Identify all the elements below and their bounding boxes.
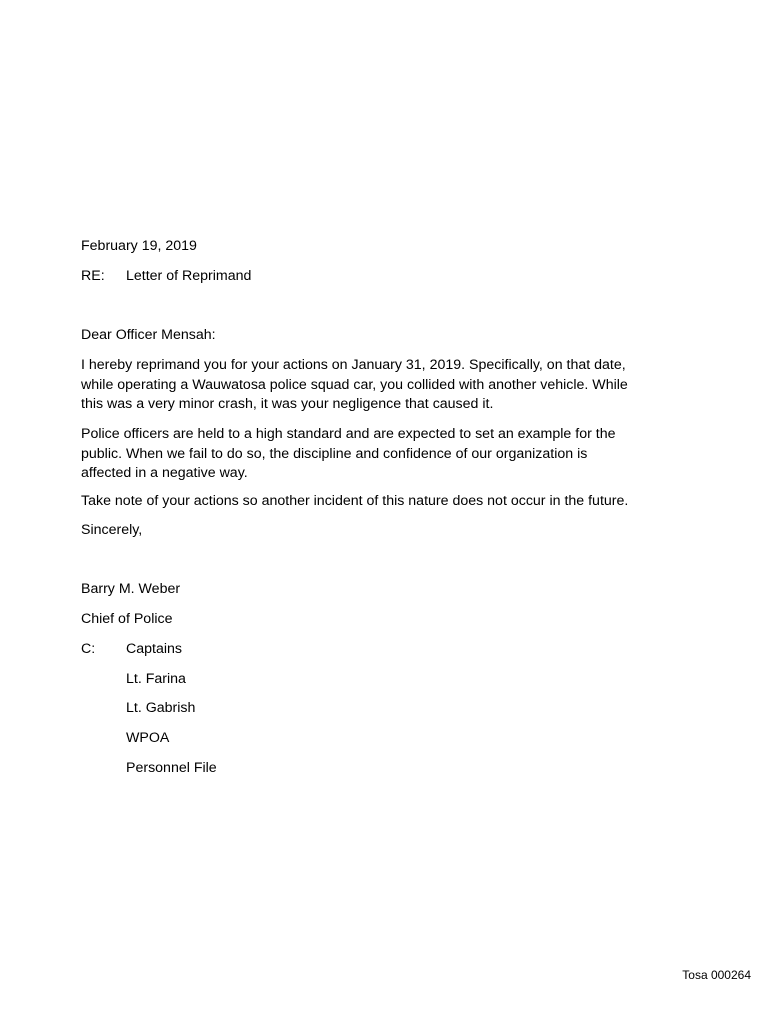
cc-recipient: Lt. Farina bbox=[126, 671, 186, 687]
body-paragraph: Police officers are held to a high standard and are expected to set an example for the public. When we fail to do so, the discipline and confidence of our organization is affected in a negative way. bbox=[81, 426, 616, 481]
signer-name: Barry M. Weber bbox=[81, 581, 181, 597]
cc-recipient: Personnel File bbox=[126, 760, 217, 776]
salutation: Dear Officer Mensah: bbox=[81, 327, 216, 343]
re-label: RE: bbox=[81, 268, 105, 284]
cc-label: C: bbox=[81, 641, 96, 657]
cc-recipient: Captains bbox=[126, 641, 182, 657]
cc-recipient: WPOA bbox=[126, 730, 170, 746]
body-paragraph: Take note of your actions so another incident of this nature does not occur in the future. bbox=[81, 493, 629, 509]
re-subject: Letter of Reprimand bbox=[126, 268, 252, 284]
bates-number: Tosa 000264 bbox=[682, 968, 751, 982]
re-line bbox=[81, 267, 251, 287]
closing: Sincerely, bbox=[81, 522, 143, 538]
signer-title: Chief of Police bbox=[81, 611, 173, 627]
cc-recipient: Lt. Gabrish bbox=[126, 700, 196, 716]
letter-date: February 19, 2019 bbox=[81, 238, 197, 254]
body-paragraph: I hereby reprimand you for your actions on January 31, 2019. Specifically, on that date, while operating a Wauwatosa police squad car, you collided with another vehicle. While this was a very minor crash, it was your negligence that caused it. bbox=[81, 357, 628, 412]
